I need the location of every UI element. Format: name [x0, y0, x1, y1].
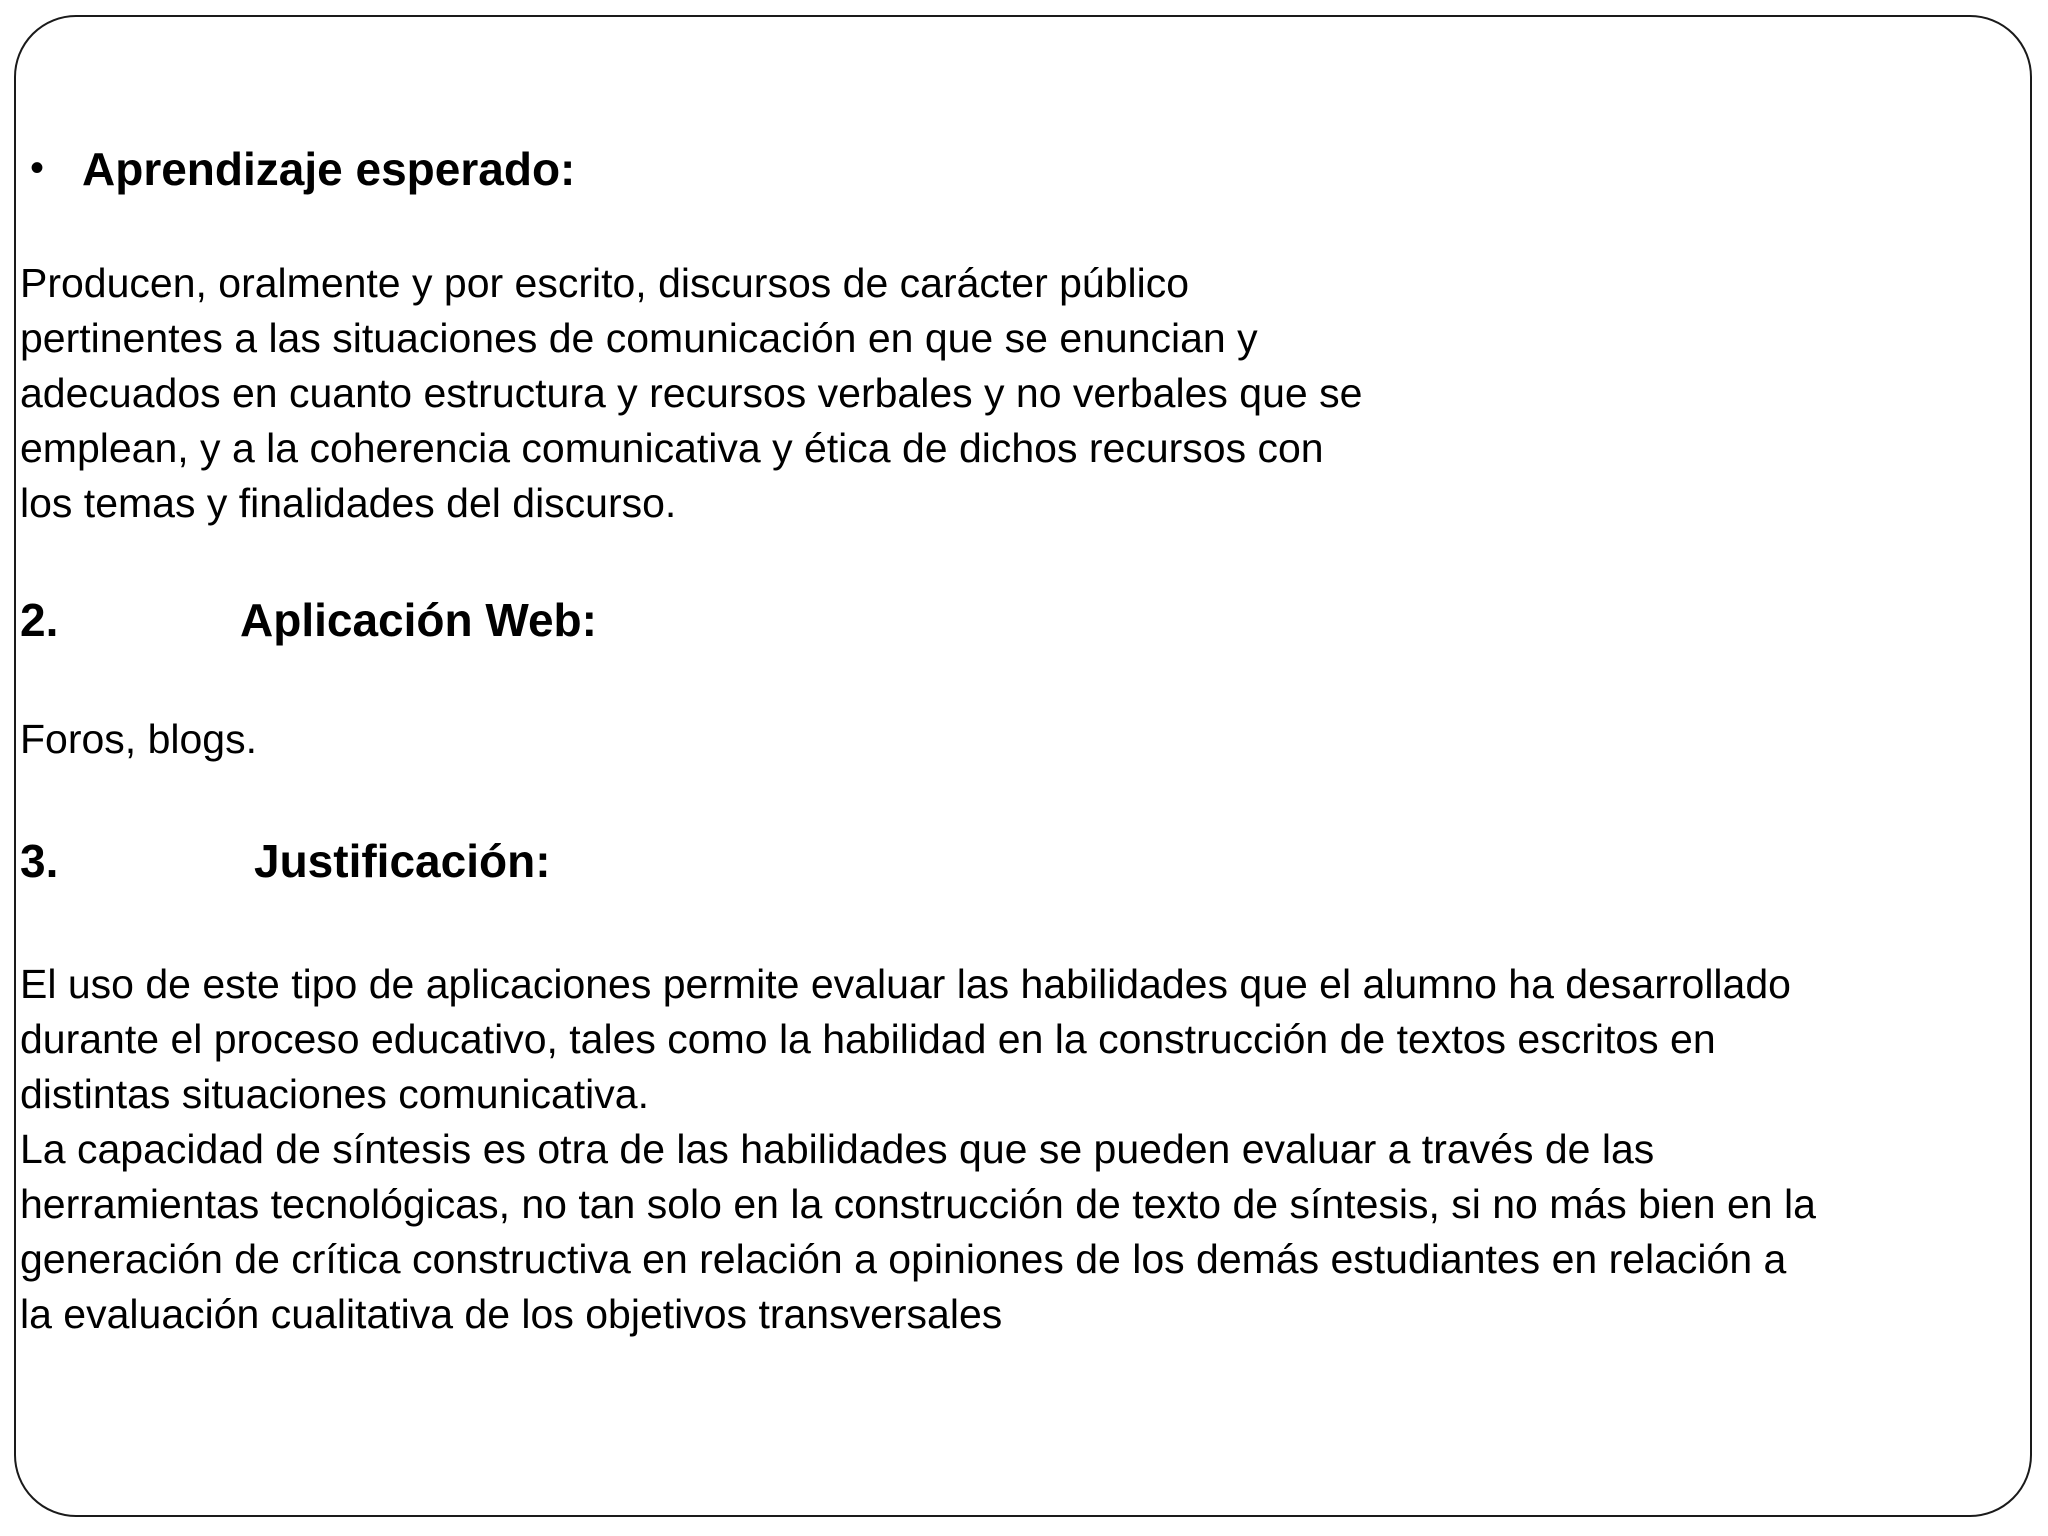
paragraph-line: adecuados en cuanto estructura y recursos verbales y no verbales que se	[20, 370, 1363, 416]
paragraph-line: los temas y finalidades del discurso.	[20, 480, 677, 526]
heading-aprendizaje-esperado: Aprendizaje esperado:	[82, 143, 576, 195]
paragraph-line: la evaluación cualitativa de los objetivos transversales	[20, 1291, 1003, 1337]
heading-justificacion: Justificación:	[254, 835, 551, 887]
paragraph-line: generación de crítica constructiva en relación a opiniones de los demás estudiantes en relación a	[20, 1236, 1787, 1282]
paragraph-line: Producen, oralmente y por escrito, discursos de carácter público	[20, 260, 1190, 306]
aplicacion-web-text: Foros, blogs.	[20, 716, 257, 762]
section-number: 3.	[20, 835, 59, 887]
paragraph-line: pertinentes a las situaciones de comunicación en que se enuncian y	[20, 315, 1258, 361]
paragraph-line: La capacidad de síntesis es otra de las habilidades que se pueden evaluar a través de las	[20, 1126, 1655, 1172]
bullet-marker: •	[30, 146, 45, 190]
paragraph-line: distintas situaciones comunicativa.	[20, 1071, 649, 1117]
section-number: 2.	[20, 594, 59, 646]
paragraph-line: herramientas tecnológicas, no tan solo en la construcción de texto de síntesis, si no más bien en la	[20, 1181, 1816, 1227]
heading-aplicacion-web: Aplicación Web:	[240, 594, 597, 646]
paragraph-line: emplean, y a la coherencia comunicativa y ética de dichos recursos con	[20, 425, 1324, 471]
paragraph-line: El uso de este tipo de aplicaciones permite evaluar las habilidades que el alumno ha desarrollado	[20, 961, 1791, 1007]
paragraph-line: durante el proceso educativo, tales como la habilidad en la construcción de textos escritos en	[20, 1016, 1716, 1062]
